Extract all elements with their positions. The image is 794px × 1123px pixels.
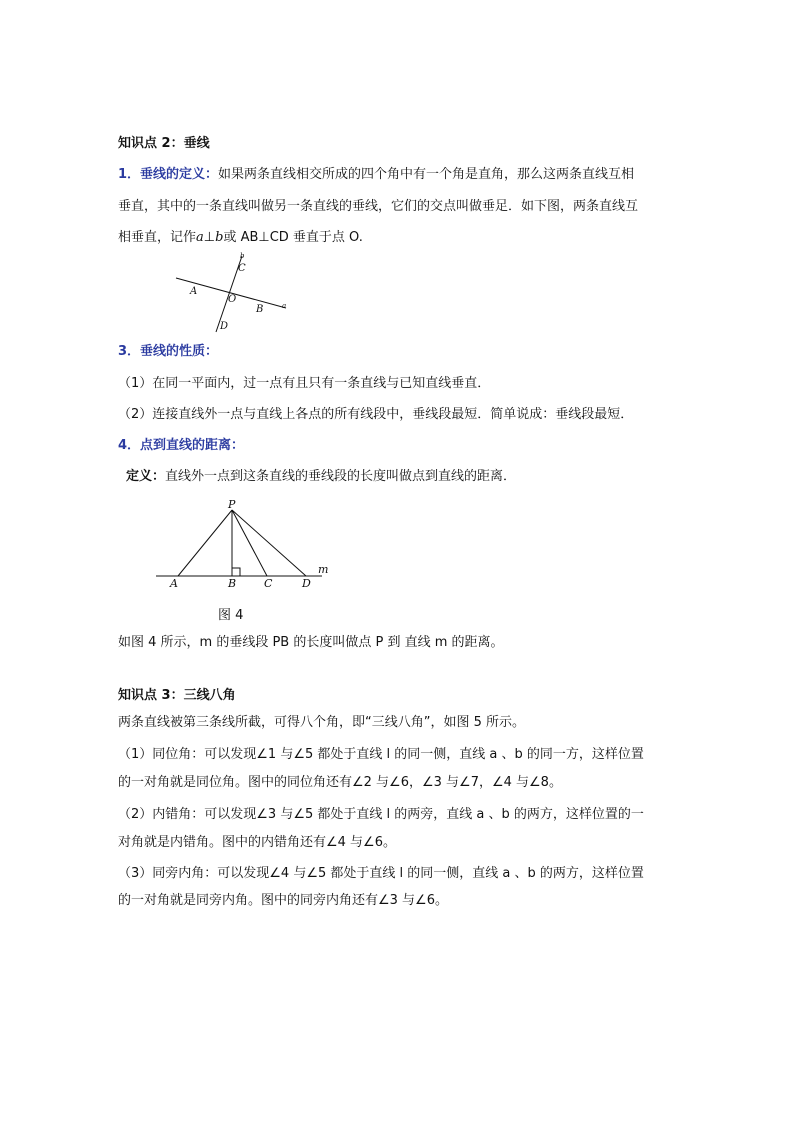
right-angle-mark <box>232 568 240 576</box>
label-m: m <box>318 563 329 576</box>
alternate-angles-line-2: 对角就是内错角。图中的内错角还有∠4 与∠6。 <box>118 835 396 850</box>
co-interior-angles-line-2: 的一对角就是同旁内角。图中的同旁内角还有∠3 与∠6。 <box>118 893 448 908</box>
figure-4-triangle <box>152 496 342 596</box>
definition-heading: 1．垂线的定义： <box>118 167 219 182</box>
label-D: D <box>220 321 229 332</box>
var-b: b <box>215 230 224 245</box>
corresponding-angles-line-1: （1）同位角：可以发现∠1 与∠5 都处于直线 l 的同一侧，直线 a 、b 的同一方，这样位置 <box>118 747 644 762</box>
text-segment: 相垂直，记作 <box>118 230 197 245</box>
label-A: A <box>170 577 178 590</box>
property-heading: 3．垂线的性质： <box>118 344 219 359</box>
definition-paragraph-line-1 <box>118 166 634 184</box>
label-B: B <box>256 304 264 315</box>
segment-PD <box>232 510 306 576</box>
label-a: a <box>282 302 287 310</box>
var-a: a <box>196 230 204 245</box>
label-D: D <box>302 577 311 590</box>
alternate-angles-line-1: （2）内错角：可以发现∠3 与∠5 都处于直线 l 的两旁，直线 a 、b 的两方，这样位置的一 <box>118 807 644 822</box>
text-segment: 或 AB⊥CD 垂直于点 O. <box>223 230 363 245</box>
figure-4-caption: 图 4 <box>218 608 244 623</box>
label-P: P <box>228 498 236 511</box>
label-B: B <box>228 577 237 590</box>
definition-label: 定义： <box>126 469 166 484</box>
label-O: O <box>228 294 237 305</box>
label-b: b <box>240 252 245 260</box>
label-C: C <box>264 577 273 590</box>
property-item-2: （2）连接直线外一点与直线上各点的所有线段中，垂线段最短．简单说成：垂线段最短． <box>118 407 634 422</box>
segment-PA <box>178 510 232 576</box>
perpendicular-lines-figure <box>170 252 300 342</box>
property-item-1: （1）在同一平面内，过一点有且只有一条直线与已知直线垂直． <box>118 376 491 391</box>
distance-heading: 4．点到直线的距离： <box>118 438 245 453</box>
definition-text: 如果两条直线相交所成的四个角中有一个角是直角，那么这两条直线互相 <box>218 167 635 182</box>
distance-definition <box>126 468 516 486</box>
figure-4-explanation: 如图 4 所示，m 的垂线段 PB 的长度叫做点 P 到 直线 m 的距离。 <box>118 635 504 650</box>
definition-body: 直线外一点到这条直线的垂线段的长度叫做点到直线的距离． <box>165 469 517 484</box>
corresponding-angles-line-2: 的一对角就是同位角。图中的同位角还有∠2 与∠6，∠3 与∠7，∠4 与∠8。 <box>118 775 562 790</box>
perp-symbol: ⊥ <box>203 230 216 245</box>
segment-PC <box>232 510 267 576</box>
section-3-intro: 两条直线被第三条线所截，可得八个角，即“三线八角”，如图 5 所示。 <box>118 715 526 730</box>
section-title-perpendicular: 知识点 2：垂线 <box>118 136 210 151</box>
label-C: C <box>238 263 246 274</box>
co-interior-angles-line-1: （3）同旁内角：可以发现∠4 与∠5 都处于直线 l 的同一侧，直线 a 、b 的两方，这样位置 <box>118 866 644 881</box>
definition-paragraph-line-3 <box>118 229 363 247</box>
definition-paragraph-line-2: 垂直，其中的一条直线叫做另一条直线的垂线，它们的交点叫做垂足．如下图，两条直线互 <box>118 199 639 214</box>
label-A: A <box>190 286 198 297</box>
section-title-three-lines-eight-angles: 知识点 3：三线八角 <box>118 688 236 703</box>
